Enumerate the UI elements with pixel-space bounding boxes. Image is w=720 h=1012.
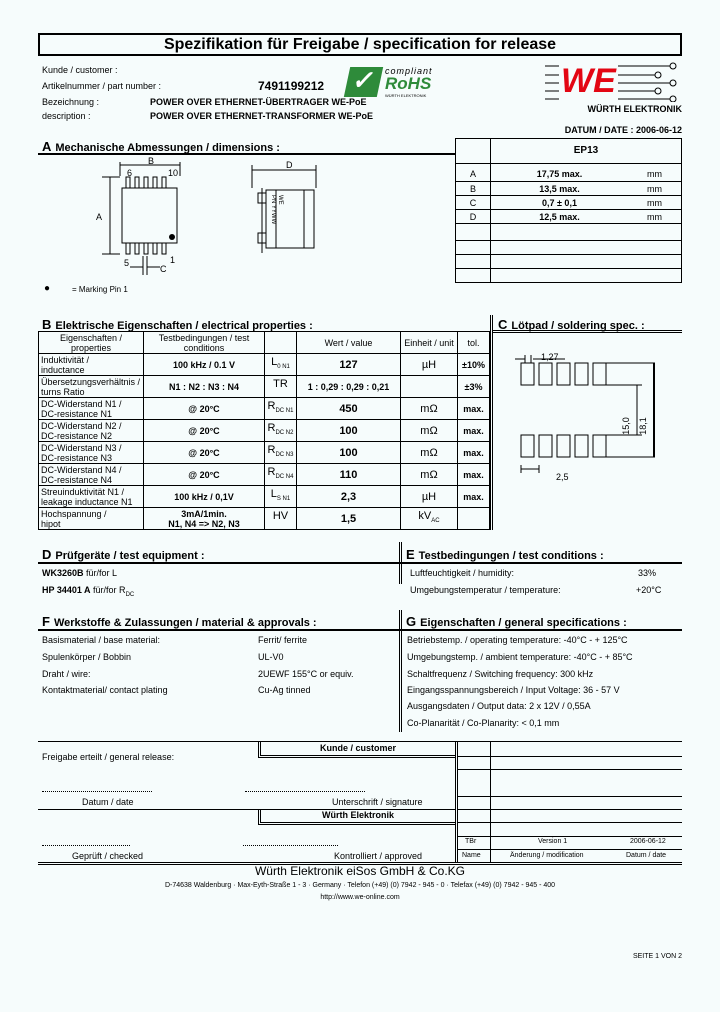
description-label: description :: [42, 111, 91, 121]
spec-5: Ausgangsdaten / Output data: 2 x 12V / 0,55A: [407, 701, 591, 711]
rohs-compliant: compliant: [385, 66, 433, 76]
signature-label: Unterschrift / signature: [332, 797, 423, 807]
condition-humidity-label: Luftfeuchtigkeit / humidity:: [410, 568, 515, 578]
tolerance: max.: [458, 420, 490, 442]
section-f-title: F Werkstoffe & Zulassungen / material & approvals :: [42, 614, 317, 629]
material-1-value: Ferrit/ ferrite: [258, 635, 308, 645]
rohs-logo: [347, 67, 482, 99]
material-2-value: UL-V0: [258, 652, 284, 662]
rev-date: 2006-06-12: [630, 838, 666, 845]
table-row: [39, 354, 490, 376]
symbol: $L_{0 N1}$: [265, 354, 297, 376]
electrical-properties-table: Eigenschaften / properties Testbedingungen / test conditions Wert / value Einheit / unit tol. Induktivität / inductance 100 kHz / 0.1 V $L_{0 N1}$ 127 µH ±10% Übersetzungsverhältnis / turns Ratio N1 : N2 : N3 : N4 TR 1 : 0,29 : 0,29 : 0,21 ±3% DC-Widerstand N1 / DC-resistance N1 @ 20°C $R_{DC N1}$ 450 mΩ max. DC-Widerstand N2 / DC-resistance N2 @ 20°C $R_{DC N2}$ 100 mΩ max. DC-Widerstand N3 / DC-resistance N3 @ 20°C $R_{DC N3}$ 100 mΩ max. DC-Widerstand N4 / DC-resistance N4 @ 20°C $R_{DC N4}$ 110 mΩ max. Streuinduktivität N1 / leakage inductance N1 100 kHz / 0,1V $L_{S N1}$ 2,3 µH max. Hochspannung / hipot 3mA/1min. N1, N4 => N2, N3 HV 1,5 $kV_{AC}$: [38, 331, 490, 530]
pad-inner-label: 15,0: [620, 417, 631, 435]
customer-box: Kunde / customer: [258, 742, 455, 758]
condition-humidity-value: 33%: [638, 568, 657, 578]
table-row: C 0,7 ± 0,1 mm: [456, 196, 682, 210]
bezeichnung-label: Bezeichnung :: [42, 97, 100, 107]
bezeichnung-value: POWER OVER ETHERNET-ÜBERTRAGER WE-PoE: [150, 97, 367, 107]
unit: mΩ: [401, 464, 458, 486]
tolerance: [458, 508, 490, 530]
rohs-text: RoHS: [385, 74, 432, 93]
title-box: Spezifikation für Freigabe / specification for release: [38, 33, 682, 56]
dim-a-label: A: [96, 212, 103, 222]
we-box: Würth Elektronik: [258, 809, 455, 825]
rev-modification-header: Änderung / modification: [510, 852, 584, 859]
test-condition: @ 20°C: [144, 442, 265, 464]
table-row: D 12,5 max. mm: [456, 210, 682, 224]
material-3-label: Draht / wire:: [42, 669, 91, 679]
symbol: $R_{DC N3}$: [265, 442, 297, 464]
property: DC-Widerstand N3 / DC-resistance N3: [39, 442, 144, 464]
we-logo: [545, 62, 682, 117]
condition-temp-value: +20°C: [636, 585, 662, 595]
material-4-value: Cu-Ag tinned: [258, 685, 311, 695]
symbol: $R_{DC N2}$: [265, 420, 297, 442]
value: 100: [297, 442, 401, 464]
material-2-label: Spulenkörper / Bobbin: [42, 652, 132, 662]
rev-date-header: Datum / date: [626, 852, 667, 859]
value: 1 : 0,29 : 0,29 : 0,21: [297, 376, 401, 398]
part-marking: WE PN YYWW: [270, 195, 283, 225]
spec-3: Schaltfrequenz / Switching frequency: 300 kHz: [407, 669, 594, 679]
date-line[interactable]: [42, 791, 152, 792]
general-release-label: Freigabe erteilt / general release:: [42, 752, 175, 762]
spec-2: Umgebungstemp. / ambient temperature: -40°C - + 85°C: [407, 652, 633, 662]
test-condition: @ 20°C: [144, 420, 265, 442]
section-a-title: A Mechanische Abmessungen / dimensions :: [42, 139, 280, 154]
table-row: [39, 398, 490, 420]
pin-6-label: 6: [127, 168, 133, 178]
value: 127: [297, 354, 401, 376]
table-row: B 13,5 max. mm: [456, 182, 682, 196]
we-text: WE: [561, 62, 616, 100]
page-number: SEITE 1 VON 2: [632, 953, 682, 960]
tolerance: max.: [458, 442, 490, 464]
table-row: [39, 464, 490, 486]
soldering-pad-drawing: [505, 355, 655, 495]
symbol: $R_{DC N1}$: [265, 398, 297, 420]
dim-b-label: B: [148, 156, 155, 166]
tolerance: ±3%: [458, 376, 490, 398]
property: DC-Widerstand N4 / DC-resistance N4: [39, 464, 144, 486]
unit: mΩ: [401, 442, 458, 464]
equipment-2: HP 34401 A für/for $R_{DC}$: [42, 585, 135, 598]
table-row: [39, 486, 490, 508]
test-condition: 100 kHz / 0,1V: [144, 486, 265, 508]
rohs-sub: WÜRTH ELEKTRONIK: [385, 93, 427, 98]
symbol: TR: [265, 376, 297, 398]
value: 100: [297, 420, 401, 442]
pin-1-label: 1: [170, 255, 176, 265]
spec-4: Eingangsspannungsbereich / Input Voltage: 36 - 57 V: [407, 685, 620, 695]
material-1-label: Basismaterial / base material:: [42, 635, 161, 645]
tolerance: max.: [458, 464, 490, 486]
condition-temp-label: Umgebungstemperatur / temperature:: [410, 585, 561, 595]
rev-author: TBr: [465, 838, 477, 845]
dimension-drawing: [80, 160, 320, 280]
unit: [401, 376, 458, 398]
checked-line[interactable]: [42, 845, 130, 846]
property: DC-Widerstand N2 / DC-resistance N2: [39, 420, 144, 442]
unit: µH: [401, 354, 458, 376]
property: Induktivität / inductance: [39, 354, 144, 376]
unit: mΩ: [401, 420, 458, 442]
tolerance: max.: [458, 486, 490, 508]
description-value: POWER OVER ETHERNET-TRANSFORMER WE-PoE: [150, 111, 374, 121]
dim-d-label: D: [286, 160, 293, 170]
date: DATUM / DATE : 2006-06-12: [564, 125, 682, 135]
section-e-title: E Testbedingungen / test conditions :: [406, 547, 604, 562]
section-c-title: C Lötpad / soldering spec. :: [498, 317, 645, 332]
signature-line[interactable]: [245, 791, 365, 792]
website-link[interactable]: http://www.we-online.com: [320, 894, 400, 901]
table-row: [39, 508, 490, 530]
customer-label: Kunde / customer :: [42, 65, 118, 75]
unit: mΩ: [401, 398, 458, 420]
material-3-value: 2UEWF 155°C or equiv.: [258, 669, 354, 679]
symbol: HV: [265, 508, 297, 530]
material-4-label: Kontaktmaterial/ contact plating: [42, 685, 168, 695]
dimensions-table: EP13 A 17,75 max. mm B 13,5 max. mm C 0,7 ± 0,1 mm D 12,5 max. mm: [455, 138, 682, 283]
section-g-title: G Eigenschaften / general specifications :: [406, 614, 627, 629]
test-condition: @ 20°C: [144, 398, 265, 420]
part-number-label: Artikelnummer / part number :: [42, 81, 162, 91]
table-row: [39, 420, 490, 442]
table-row: [39, 376, 490, 398]
pad-pitch-label: 1,27: [541, 352, 559, 362]
unit: $kV_{AC}$: [401, 508, 458, 530]
tolerance: max.: [458, 398, 490, 420]
marking-dot-icon: ●: [44, 283, 51, 294]
marking-note: = Marking Pin 1: [72, 285, 128, 294]
value: 2,3: [297, 486, 401, 508]
test-condition: 3mA/1min. N1, N4 => N2, N3: [144, 508, 265, 530]
rev-version: Version 1: [538, 838, 568, 845]
test-condition: @ 20°C: [144, 464, 265, 486]
table-row: [39, 442, 490, 464]
part-number: 7491199212: [258, 79, 325, 93]
test-condition: 100 kHz / 0.1 V: [144, 354, 265, 376]
pad-outer-label: 18,1: [637, 417, 648, 435]
spec-6: Co-Planarität / Co-Planarity: < 0,1 mm: [407, 718, 560, 728]
unit: µH: [401, 486, 458, 508]
pin-10-label: 10: [168, 168, 179, 178]
value: 450: [297, 398, 401, 420]
equipment-1: WK3260B für/for L: [42, 568, 118, 578]
section-d-title: D Prüfgeräte / test equipment :: [42, 547, 205, 562]
checked-label: Geprüft / checked: [72, 851, 144, 861]
company-address: D-74638 Waldenburg · Max-Eyth-Straße 1 - 3 · Germany · Telefon (+49) (0) 7942 - 945 - 0 · Telefax (+49) (0) 7942 - 945 - 400: [164, 882, 556, 889]
property: Hochspannung / hipot: [39, 508, 144, 530]
date-label: Datum / date: [82, 797, 134, 807]
property: Streuinduktivität N1 / leakage inductance N1: [39, 486, 144, 508]
symbol: $R_{DC N4}$: [265, 464, 297, 486]
symbol: $L_{S N1}$: [265, 486, 297, 508]
table-row: A 17,75 max. mm: [456, 168, 682, 182]
rev-name-header: Name: [462, 852, 481, 859]
we-sub: WÜRTH ELEKTRONIK: [587, 104, 682, 114]
section-b-title: B Elektrische Eigenschaften / electrical properties :: [42, 317, 313, 332]
dim-c-label: C: [160, 264, 167, 274]
company-name: Würth Elektronik eiSos GmbH & Co.KG: [254, 864, 466, 878]
spec-1: Betriebstemp. / operating temperature: -40°C - + 125°C: [407, 635, 628, 645]
value: 1,5: [297, 508, 401, 530]
check-icon: ✓: [344, 67, 383, 97]
tolerance: ±10%: [458, 354, 490, 376]
value: 110: [297, 464, 401, 486]
test-condition: N1 : N2 : N3 : N4: [144, 376, 265, 398]
pin-5-label: 5: [124, 258, 130, 268]
approved-line[interactable]: [243, 845, 338, 846]
property: DC-Widerstand N1 / DC-resistance N1: [39, 398, 144, 420]
property: Übersetzungsverhältnis / turns Ratio: [39, 376, 144, 398]
approved-label: Kontrolliert / approved: [334, 851, 423, 861]
pad-width-label: 2,5: [556, 472, 569, 482]
